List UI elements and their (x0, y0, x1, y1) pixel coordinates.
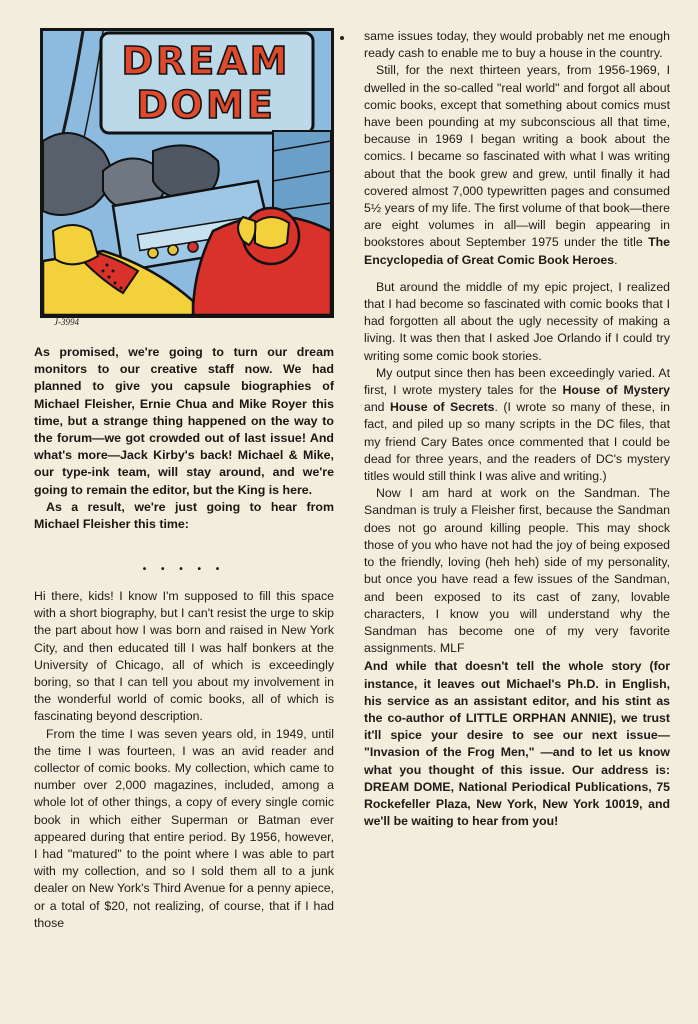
art-credit: J-3994 (54, 317, 79, 327)
right-paragraph-4: My output since then has been exceedingly varied. At first, I wrote mystery tales for the House of Mystery and House of Secrets. (I wrote so many of these, in fact, and piled up so many scripts in the DC files, that my friend Cary Bates once commented that I could be dead for three years, and the readers of DC's mystery titles would still think I was alive and writing.) (364, 365, 670, 484)
right-paragraph-2: Still, for the next thirteen years, from 1956-1969, I dwelled in the so-called "real world" and forgot all about comic books, except that something about comics must have been pounding at my subconscious all that time, because in 1969 I began writing a book about the comics. I became so fascinated with what I was writing about that the book grew and grew, until finally it had covered almost 7,000 typewritten pages and consumed 5½ years of my life. The first volume of that book—there are eight volumes in all—will begin appearing in bookstores about September 1975 under the title The Encyclopedia of Great Comic Book Heroes. (364, 63, 670, 267)
right-paragraph-4-rest: (I wrote so many of these, in fact, and piled up so many scripts in the DC files, that my friend Cary Bates once commented that I could be dead for three years, and the readers of DC's mystery titles would still think I was alive and writing.) (364, 400, 670, 484)
editor-outro: And while that doesn't tell the whole story (for instance, it leaves out Michael's Ph.D. in English, his service as an assistant editor, and his stint as the co-author of LITTLE ORPHAN ANNIE), we trust it'll spice your desire to see our next issue— "Invasion of the Frog Men," —and to let us know what you thought of this issue. Our address is: DREAM DOME, National Periodical Publications, 75 Rockefeller Plaza, New York, New York 10019, and we'll be waiting to hear from you! (364, 659, 670, 829)
editor-intro (34, 344, 334, 533)
left-column (34, 28, 334, 930)
conjunction-and: and (364, 400, 385, 415)
panel-title-line2: DOME (136, 83, 276, 127)
intro-paragraph-2: As a result, we're just going to hear from Michael Fleisher this time: (34, 499, 334, 532)
fleisher-bio-left (34, 588, 334, 932)
title-house-of-mystery: House of Mystery (562, 383, 670, 398)
print-speck (340, 36, 344, 40)
right-paragraph-1: same issues today, they would probably net me enough ready cash to enable me to buy a house in the country. (364, 29, 670, 61)
bio-paragraph-2: From the time I was seven years old, in 1949, until the time I was fourteen, I was an avid reader and collector of comic books. My collection, which came to number over 2,000 magazines, included, among a whole lot of other things, a copy of every single comic book in which either Superman or Batman ever appeared during that entire period. By 1956, however, I had "matured" to the point where I was able to part with my collection, and so I sold them all to a junk dealer on New York's Third Avenue for a penny apiece, or a total of $20, not realizing, of course, that if I had those (34, 726, 334, 930)
title-house-of-secrets: House of Secrets (389, 400, 495, 415)
panel-title (101, 39, 311, 127)
right-paragraph-2-text: Still, for the next thirteen years, from 1956-1969, I dwelled in the so-called "real world" and forgot all about comic books, except that something about comics must have been pounding at my subconscious all that time, because in 1969 I began writing a book about the comics. I became so fascinated with what I was writing about that the book grew and grew, until finally it had covered almost 7,000 typewritten pages and consumed 5½ years of my life. The first volume of that book—there are eight volumes in all—will begin appearing in bookstores about September 1975 under the title (364, 63, 670, 250)
right-paragraph-5: Now I am hard at work on the Sandman. The Sandman is truly a Fleisher first, because the Sandman does not go around killing people. This may shock those of you who have not had the joy of being exposed to the friendly, loving (heh heh) side of my personality, but once you have read a few issues of the Sandman, and been exposed to its cast of zany, lovable characters, I know you will understand why the Sandman has become one of my very favorite assignments. MLF (364, 486, 670, 656)
dream-dome-panel (40, 28, 334, 318)
right-paragraph-3: But around the middle of my epic project, I realized that I had become so fascinated with comic books that I had forgotten all about the ugly necessity of making a living. It was then that I asked Joe Orlando if I could try writing some comic book stories. (364, 279, 670, 363)
right-column (364, 28, 670, 830)
section-separator: • • • • • (142, 564, 226, 575)
panel-title-line1: DREAM (121, 39, 291, 83)
book-title: The Encyclopedia of Great Comic Book Heroes (364, 235, 670, 267)
bio-paragraph-1: Hi there, kids! I know I'm supposed to fill this space with a short biography, but I can't resist the urge to skip the part about how I was born and raised in New York City, and then educated till I was half bonkers at the University of Chicago, all of which is exceedingly boring, so that I can tell you about my involvement in the wonderful world of comic books, all of which is fascinating beyond description. (34, 589, 334, 724)
right-paragraph-4-lead: My output since then has been exceedingly varied. At first, I wrote mystery tales for the (364, 365, 670, 398)
intro-paragraph-1: As promised, we're going to turn our dream monitors to our creative staff now. We had planned to give you capsule biographies of Michael Fleisher, Ernie Chua and Mike Royer this time, but a strange thing happened on the way to the forum—we got crowded out of last issue! And what's more—Jack Kirby's back! Michael & Mike, our type-ink team, will stay around, and we're going to remain the editor, but the King is here. (34, 345, 334, 497)
